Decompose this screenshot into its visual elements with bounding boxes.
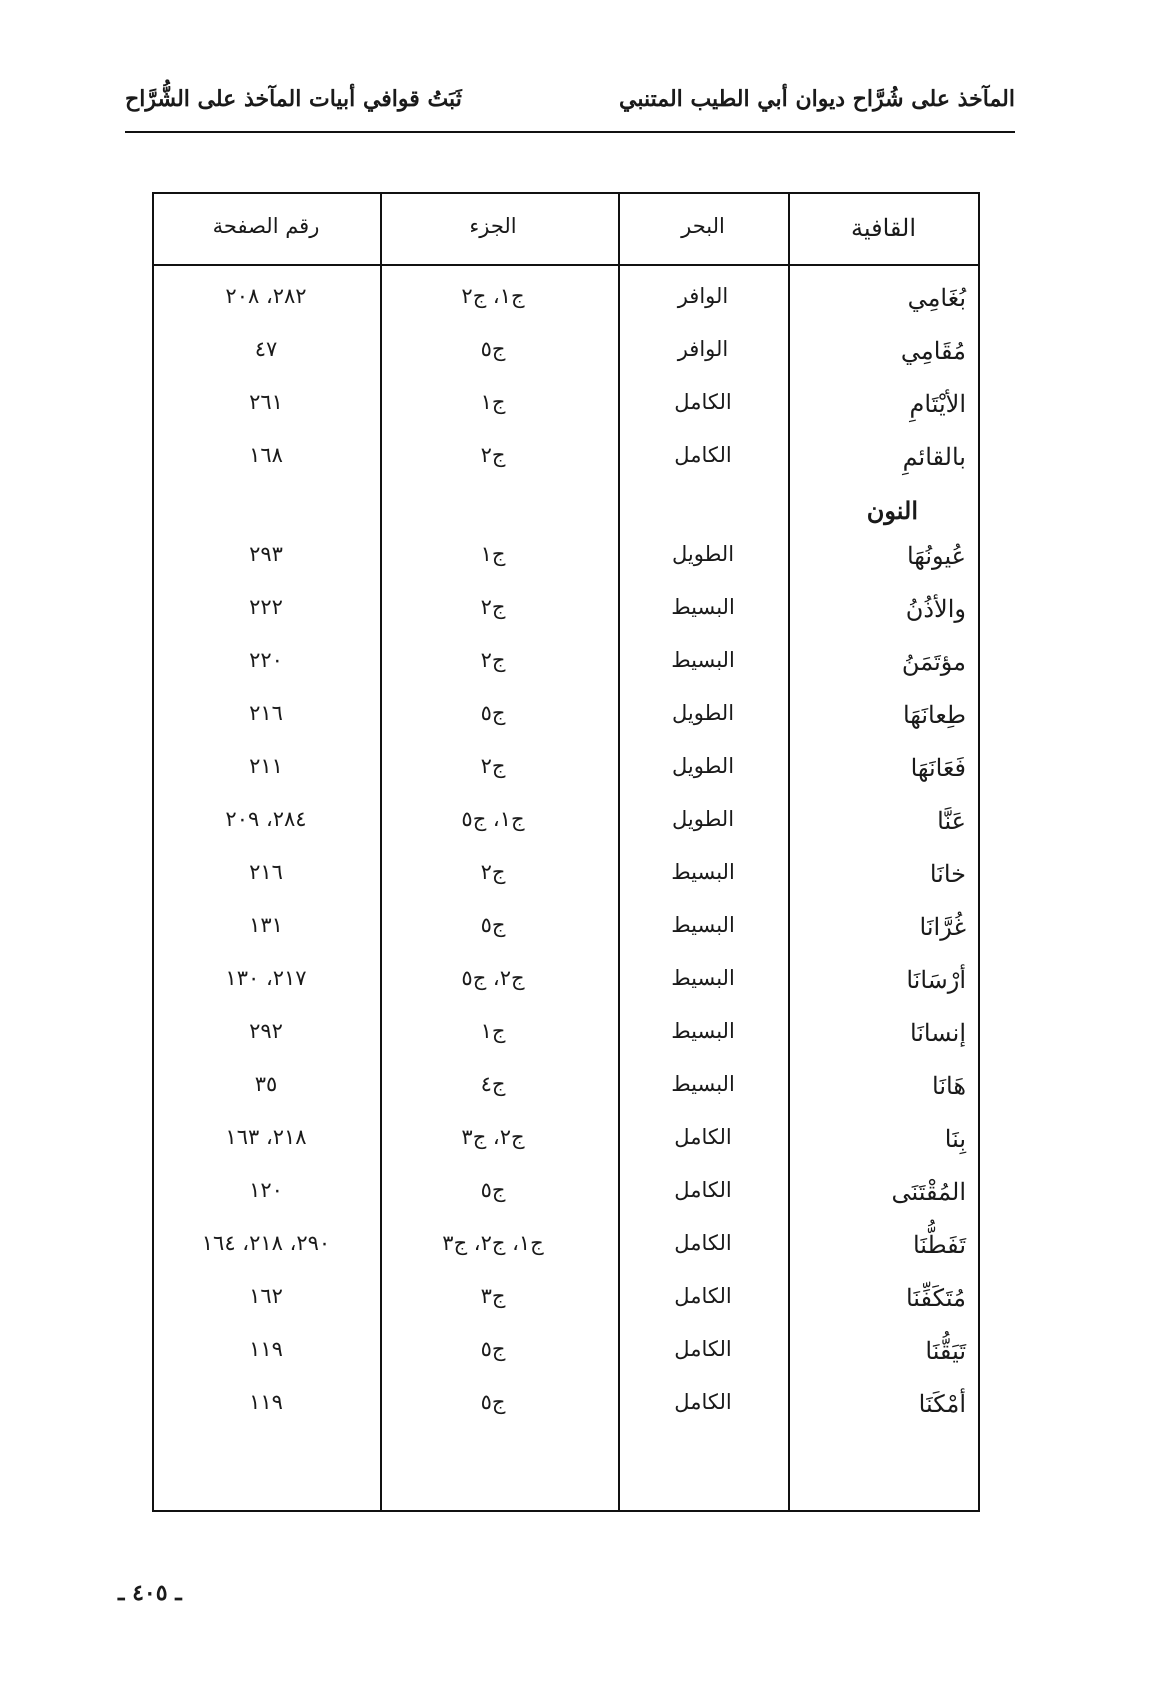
page-cell: ٢٩٢ [249,1019,283,1043]
part-cell: ج١ [480,542,506,566]
page-cell: ٢٩٣ [249,542,283,566]
meter-cell: الطويل [671,542,735,566]
page-cell: ٢١٦ [249,701,283,725]
part-cell: ج٤ [480,1072,506,1096]
meter-cell: الطويل [671,701,735,725]
meter-cell: البسيط [671,860,735,884]
table-row [154,860,978,913]
meter-cell: الطويل [671,807,735,831]
table-row [154,1178,978,1231]
meter-cell: البسيط [671,913,735,937]
rhyme-cell: مُقَامِي [900,337,966,365]
table-row [154,1125,978,1178]
part-cell: ج١، ج٢، ج٣ [442,1231,544,1255]
meter-cell: الكامل [674,1284,732,1308]
page-cell: ١٣١ [249,913,283,937]
table-row [154,390,978,443]
rhyme-cell: أمْكَنَا [918,1390,966,1418]
header-page-number: رقم الصفحة [212,214,320,238]
section-heading: النون [866,496,918,525]
part-cell: ج٢ [480,595,506,619]
page-cell: ٢١١ [249,754,283,778]
table-row [154,1390,978,1443]
part-cell: ج١، ج٢ [461,284,525,308]
rhyme-cell: مُتَكَفِّنَا [905,1284,966,1312]
rhyme-cell: بُغَامِي [907,284,966,312]
table-row [154,542,978,595]
header-meter: البحر [681,214,725,238]
page-cell: ٢١٨، ١٦٣ [225,1125,307,1149]
table-row [154,1337,978,1390]
page-number: ـ ٤٠٥ ـ [118,1580,182,1606]
table-row [154,754,978,807]
table-row [154,807,978,860]
page-cell: ٢٨٢، ٢٠٨ [225,284,307,308]
running-header [125,86,1015,134]
meter-cell: الكامل [674,1337,732,1361]
part-cell: ج٢ [480,860,506,884]
page-cell: ٢٢٢ [249,595,283,619]
section-title: ثَبَتُ قوافي أبيات المآخذ على الشُّرَّاح [125,86,462,112]
meter-cell: البسيط [671,1019,735,1043]
part-cell: ج١ [480,1019,506,1043]
table-row [154,1231,978,1284]
rhyme-cell: تَفَطُّنَا [912,1231,966,1259]
page-cell: ٢١٦ [249,860,283,884]
rhyme-cell: المُقْتَنَى [891,1178,966,1206]
meter-cell: الكامل [674,1178,732,1202]
table-row [154,1072,978,1125]
part-cell: ج٥ [480,701,506,725]
meter-cell: البسيط [671,648,735,672]
table-row [154,337,978,390]
rhyme-cell: عُيونُهَا [906,542,966,570]
header-underline [154,264,978,266]
table-row [154,284,978,337]
table-row [154,443,978,496]
table-row [154,701,978,754]
meter-cell: البسيط [671,1072,735,1096]
meter-cell: الكامل [674,1231,732,1255]
page-cell: ٢٦١ [249,390,283,414]
page-cell: ١٦٢ [249,1284,283,1308]
table-row [154,913,978,966]
part-cell: ج٢ [480,648,506,672]
meter-cell: الطويل [671,754,735,778]
meter-cell: الكامل [674,443,732,467]
part-cell: ج٢ [480,754,506,778]
header-part: الجزء [469,214,517,238]
part-cell: ج١، ج٥ [461,807,525,831]
table-row [154,966,978,1019]
rhyme-cell: أرْسَانَا [906,966,966,994]
meter-cell: البسيط [671,966,735,990]
rhyme-cell: طِعانَهَا [902,701,966,729]
table-row [154,595,978,648]
page-cell: ١١٩ [249,1390,283,1414]
rhyme-cell: عَنَّا [937,807,966,835]
meter-cell: البسيط [671,595,735,619]
meter-cell: الكامل [674,390,732,414]
rhyme-cell: بِنَا [944,1125,966,1153]
page-cell: ٤٧ [254,337,278,361]
table-row [154,1019,978,1072]
part-cell: ج٣ [480,1284,506,1308]
table-row [154,648,978,701]
part-cell: ج٢، ج٥ [461,966,525,990]
rhyme-cell: فَعَانَهَا [910,754,966,782]
part-cell: ج٢، ج٣ [461,1125,525,1149]
rhymes-table [152,192,980,1512]
rhyme-cell: والأذُنُ [905,595,966,623]
page-cell: ٢١٧، ١٣٠ [225,966,307,990]
part-cell: ج٥ [480,1337,506,1361]
page-cell: ٢٢٠ [249,648,283,672]
part-cell: ج٥ [480,1178,506,1202]
page-cell: ٢٩٠، ٢١٨، ١٦٤ [201,1231,331,1255]
meter-cell: الكامل [674,1390,732,1414]
book-title: المآخذ على شُرَّاح ديوان أبي الطيب المتنبي [619,86,1015,112]
page-cell: ١١٩ [249,1337,283,1361]
rhyme-cell: بالقائمِ [902,443,966,471]
rhyme-cell: هَانَا [932,1072,966,1100]
table-header-row [154,194,978,264]
rhyme-cell: الأيْتَامِ [909,390,966,418]
part-cell: ج٥ [480,913,506,937]
page-cell: ١٦٨ [249,443,283,467]
part-cell: ج٥ [480,1390,506,1414]
table-row [154,1284,978,1337]
page-cell: ٢٨٤، ٢٠٩ [225,807,307,831]
header-rhyme: القافية [850,214,916,242]
rhyme-cell: غُرَّانَا [919,913,966,941]
meter-cell: الوافر [677,284,729,308]
header-divider [125,131,1015,133]
rhyme-cell: تَيَقُّنَا [925,1337,966,1365]
meter-cell: الكامل [674,1125,732,1149]
page-cell: ١٢٠ [249,1178,283,1202]
page-cell: ٣٥ [254,1072,278,1096]
rhyme-cell: خانَا [929,860,966,888]
part-cell: ج١ [480,390,506,414]
rhyme-cell: مؤتَمَنُ [901,648,966,676]
meter-cell: الوافر [677,337,729,361]
part-cell: ج٢ [480,443,506,467]
rhyme-cell: إنسانَا [909,1019,966,1047]
part-cell: ج٥ [480,337,506,361]
